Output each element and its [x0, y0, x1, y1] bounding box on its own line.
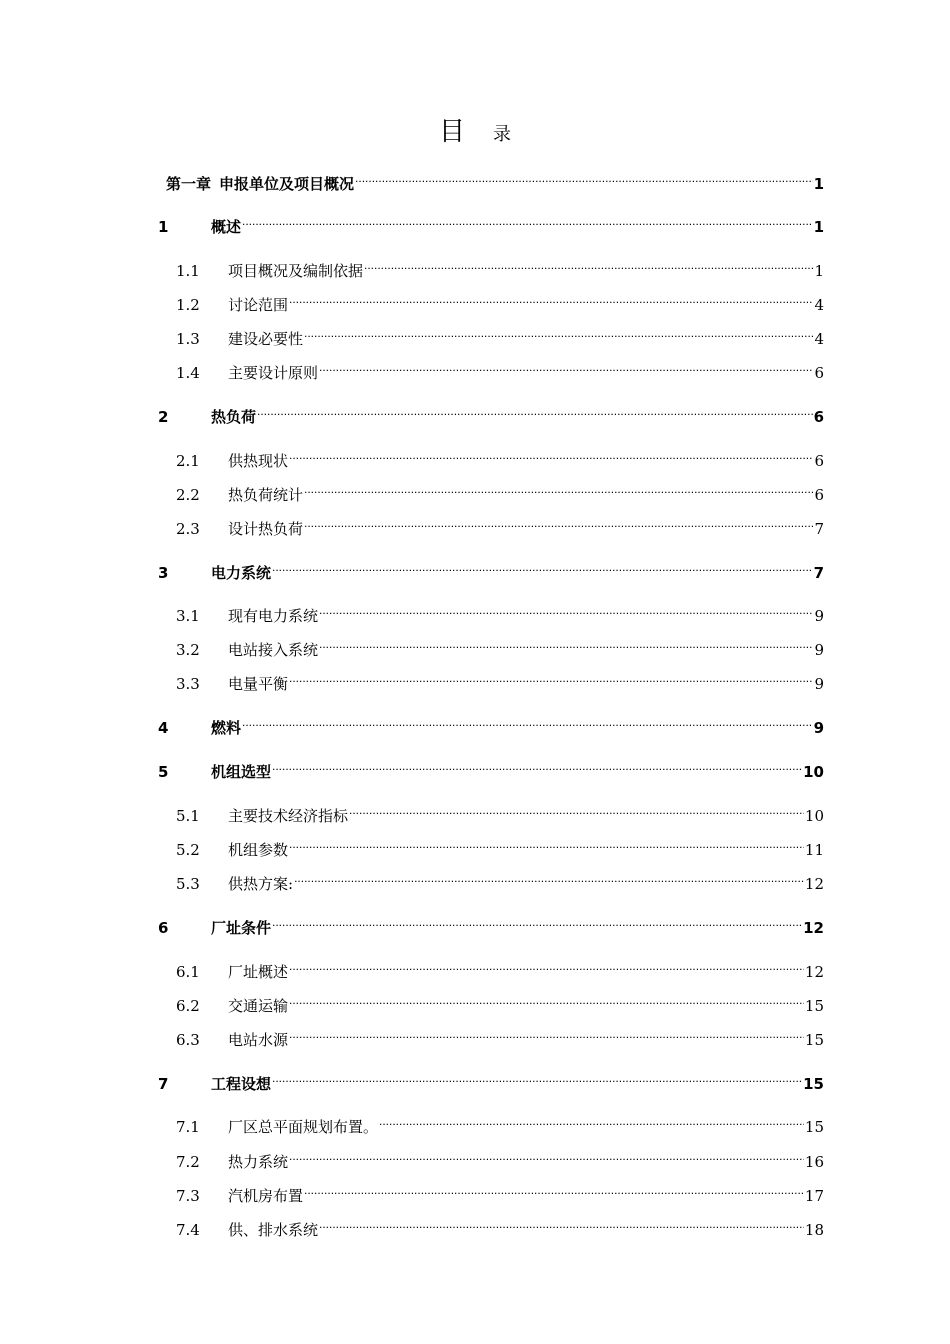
toc-entry-number: 5	[158, 763, 169, 781]
toc-leader-dots	[289, 955, 804, 977]
toc-entry-page: 15	[804, 1118, 824, 1136]
toc-leader-dots	[304, 478, 813, 500]
toc-entry-number: 7	[158, 1075, 169, 1093]
toc-entry-number: 4	[158, 719, 169, 737]
toc-entry-number: 1	[158, 218, 169, 236]
toc-entry-page: 9	[814, 641, 824, 659]
toc-entry-label: 概述	[211, 218, 242, 236]
toc-leader-dots	[304, 512, 813, 534]
toc-entry-page: 6	[814, 364, 824, 382]
toc-entry-3[interactable]	[158, 556, 824, 582]
toc-leader-dots	[294, 867, 804, 889]
toc-leader-dots	[319, 1213, 804, 1235]
toc-leader-dots	[242, 210, 813, 232]
toc-entry-2-3[interactable]	[176, 512, 824, 538]
toc-entry-number: 3.2	[176, 641, 200, 659]
toc-entry-label: 供热现状	[228, 452, 289, 470]
toc-leader-dots	[272, 911, 802, 933]
toc-entry-label: 厂址条件	[211, 919, 272, 937]
toc-entry-label: 供、排水系统	[228, 1221, 319, 1239]
toc-entry-1[interactable]	[158, 210, 824, 236]
toc-entry-label: 热负荷统计	[228, 486, 304, 504]
toc-entry-5[interactable]	[158, 755, 824, 781]
toc-entry-7-2[interactable]	[176, 1145, 824, 1171]
toc-entry-page: 6	[813, 408, 824, 426]
toc-entry-label: 建设必要性	[228, 330, 304, 348]
toc-entry-label: 现有电力系统	[228, 607, 319, 625]
toc-entry-label: 讨论范围	[228, 296, 289, 314]
toc-leader-dots	[379, 1110, 804, 1132]
toc-entry-5-3[interactable]	[176, 867, 824, 893]
toc-entry-number: 7.2	[176, 1153, 200, 1171]
toc-entry-number: 5.3	[176, 875, 200, 893]
toc-leader-dots	[289, 989, 804, 1011]
toc-entry-number: 7.1	[176, 1118, 200, 1136]
toc-entry-page: 12	[804, 963, 824, 981]
toc-entry-page: 9	[814, 607, 824, 625]
toc-entry-page: 6	[814, 486, 824, 504]
toc-entry-label: 汽机房布置	[228, 1187, 304, 1205]
toc-entry-page: 7	[813, 564, 824, 582]
toc-leader-dots	[289, 1145, 804, 1167]
toc-leader-dots	[272, 556, 813, 578]
toc-leader-dots	[242, 711, 813, 733]
toc-entry-number: 7.3	[176, 1187, 200, 1205]
toc-entry-number: 1.3	[176, 330, 200, 348]
toc-leader-dots	[289, 444, 813, 466]
toc-entry-number: 6.3	[176, 1031, 200, 1049]
toc-entry-number: 3.3	[176, 675, 200, 693]
toc-entry-1-1[interactable]	[176, 254, 824, 280]
toc-entry-6-3[interactable]	[176, 1023, 824, 1049]
toc-leader-dots	[364, 254, 813, 276]
toc-entry-6[interactable]	[158, 911, 824, 937]
toc-entry-4[interactable]	[158, 711, 824, 737]
toc-title-main: 目	[438, 117, 465, 147]
toc-leader-dots	[289, 1023, 804, 1045]
toc-entry-label: 热负荷	[211, 408, 257, 426]
toc-leader-dots	[304, 322, 813, 344]
toc-entry-5-1[interactable]	[176, 799, 824, 825]
toc-entry-2[interactable]	[158, 400, 824, 426]
toc-leader-dots	[319, 599, 813, 621]
toc-entry-page: 1	[813, 175, 824, 193]
toc-entry-5-2[interactable]	[176, 833, 824, 859]
toc-entry-3-3[interactable]	[176, 667, 824, 693]
toc-entry-7-3[interactable]	[176, 1179, 824, 1205]
toc-entry-label: 供热方案:	[228, 875, 294, 893]
toc-entry-page: 10	[803, 763, 824, 781]
toc-entry-3-1[interactable]	[176, 599, 824, 625]
toc-title-secondary: 录	[493, 124, 511, 145]
toc-entry-number: 3	[158, 564, 169, 582]
toc-entry-number: 第一章	[166, 175, 212, 193]
toc-entry-number: 3.1	[176, 607, 200, 625]
toc-leader-dots	[289, 833, 804, 855]
toc-leader-dots	[349, 799, 804, 821]
toc-entry-page: 11	[804, 841, 824, 859]
toc-entry-page: 18	[804, 1221, 824, 1239]
toc-entry-page: 17	[804, 1187, 824, 1205]
toc-entry-1-3[interactable]	[176, 322, 824, 348]
toc-entry-2-2[interactable]	[176, 478, 824, 504]
toc-entry-number: 1.2	[176, 296, 200, 314]
toc-entry-page: 4	[814, 296, 824, 314]
toc-entry-label: 主要技术经济指标	[228, 807, 349, 825]
toc-entry-page: 16	[804, 1153, 824, 1171]
toc-entry-page: 15	[804, 997, 824, 1015]
toc-entry-page: 10	[804, 807, 824, 825]
toc-entry-label: 项目概况及编制依据	[228, 262, 364, 280]
toc-entry-label: 电站水源	[228, 1031, 289, 1049]
toc-entry-page: 7	[814, 520, 824, 538]
toc-entry-page: 15	[803, 1075, 824, 1093]
toc-entry-page: 9	[813, 719, 824, 737]
toc-entry-number: 2.3	[176, 520, 200, 538]
toc-entry-number: 1.1	[176, 262, 200, 280]
toc-leader-dots	[355, 167, 813, 189]
toc-entry-label: 工程设想	[211, 1075, 272, 1093]
toc-entry-2-1[interactable]	[176, 444, 824, 470]
toc-entry-label: 燃料	[211, 719, 242, 737]
toc-entry-7-1[interactable]	[176, 1110, 824, 1136]
toc-entry-label: 机组参数	[228, 841, 289, 859]
toc-entry-number: 2	[158, 408, 169, 426]
toc-leader-dots	[257, 400, 813, 422]
toc-entry-page: 4	[814, 330, 824, 348]
toc-entry-label: 厂区总平面规划布置。	[228, 1118, 379, 1136]
toc-entry-1-2[interactable]	[176, 288, 824, 314]
toc-entry-number: 7.4	[176, 1221, 200, 1239]
toc-entry-number: 6	[158, 919, 169, 937]
toc-entry-page: 1	[813, 218, 824, 236]
toc-leader-dots	[319, 633, 813, 655]
toc-entry-label: 电力系统	[211, 564, 272, 582]
toc-entry-label: 申报单位及项目概况	[219, 175, 355, 193]
toc-entry-label: 主要设计原则	[228, 364, 319, 382]
toc-entry-label: 电站接入系统	[228, 641, 319, 659]
toc-entry-page: 6	[814, 452, 824, 470]
toc-entry-number: 6.1	[176, 963, 200, 981]
toc-leader-dots	[272, 1067, 802, 1089]
toc-entry-label: 厂址概述	[228, 963, 289, 981]
toc-entry-number: 2.2	[176, 486, 200, 504]
toc-entry-page: 12	[804, 875, 824, 893]
toc-entry-label: 电量平衡	[228, 675, 289, 693]
toc-entry-page: 1	[814, 262, 824, 280]
toc-leader-dots	[319, 356, 813, 378]
toc-entry-label: 机组选型	[211, 763, 272, 781]
toc-entry-1-4[interactable]	[176, 356, 824, 382]
toc-entry-number: 5.2	[176, 841, 200, 859]
toc-leader-dots	[304, 1179, 804, 1201]
toc-entry-6-2[interactable]	[176, 989, 824, 1015]
toc-entry-number: 6.2	[176, 997, 200, 1015]
toc-entry-7[interactable]	[158, 1067, 824, 1093]
toc-entry-number: 2.1	[176, 452, 200, 470]
toc-entry-label: 交通运输	[228, 997, 289, 1015]
toc-entry-7-4[interactable]	[176, 1213, 824, 1239]
toc-entry-chapter-1[interactable]	[166, 167, 824, 193]
toc-entry-label: 热力系统	[228, 1153, 289, 1171]
toc-entry-page: 12	[803, 919, 824, 937]
toc-entry-number: 1.4	[176, 364, 200, 382]
toc-entry-page: 15	[804, 1031, 824, 1049]
toc-leader-dots	[289, 667, 813, 689]
toc-leader-dots	[289, 288, 813, 310]
toc-leader-dots	[272, 755, 802, 777]
toc-entry-page: 9	[814, 675, 824, 693]
toc-entry-6-1[interactable]	[176, 955, 824, 981]
toc-entry-label: 设计热负荷	[228, 520, 304, 538]
toc-entry-number: 5.1	[176, 807, 200, 825]
toc-entry-3-2[interactable]	[176, 633, 824, 659]
